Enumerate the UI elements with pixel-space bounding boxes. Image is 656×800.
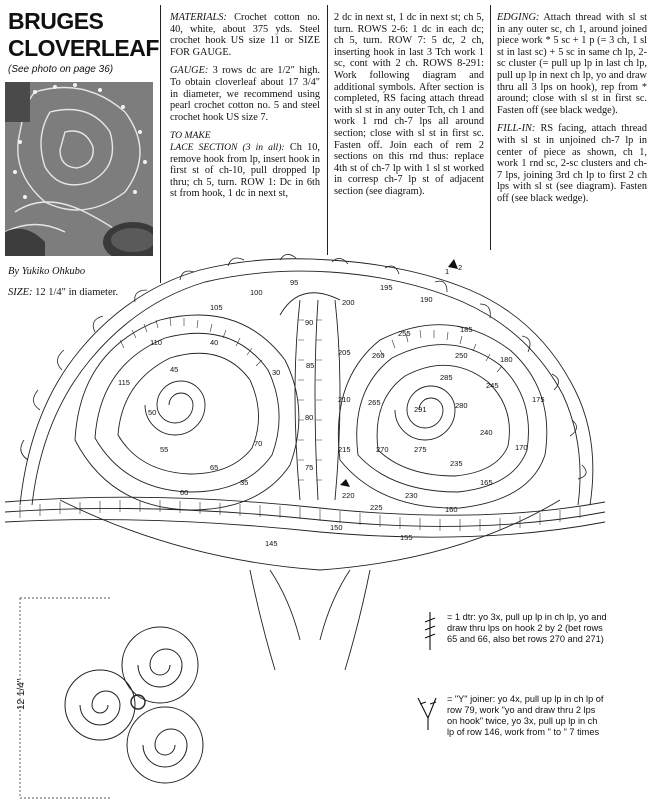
bottom-band — [5, 497, 605, 515]
row-label: 100 — [250, 288, 263, 297]
row-label: 110 — [150, 338, 162, 347]
instructions-column-1 — [170, 12, 320, 200]
row-label: 285 — [440, 373, 453, 382]
edging-label: EDGING: — [497, 12, 540, 23]
row-label: 50 — [148, 408, 157, 417]
row-label: 40 — [210, 338, 219, 347]
row-label: 220 — [342, 491, 355, 500]
rows-paragraph: 2 dc in next st, 1 dc in next st; ch 5, turn. ROWS 2-6: 1 dc in each dc; ch 5, turn. ROW 7: 5 dc, 2 ch, inserting hook in last 3 Tch work 1 sc, cont with 2 ch. ROWS 8-291: Work following diagram and additional symbols. After section is completed, RS facing attach thread with sl st in any outer Tch, ch 1 and work 1 rnd ch-7 lps all around section; close with sl st in first sc. Fasten off. Join each of rem 2 sections on this rnd thus: replace 4th st of ch-7 lp with 1 sl st worked in corresp ch-7 lp st of adjacent section (see diagram). — [334, 12, 484, 197]
row-label: 225 — [370, 503, 383, 512]
edging-paragraph — [497, 12, 647, 116]
row-label: 95 — [290, 278, 299, 287]
row-label: 35 — [240, 478, 249, 487]
left-lobe — [75, 315, 299, 510]
gauge-text: 3 rows dc are 1/2" high. To obtain cloverleaf about 17 3/4" in diameter, we recommend using pearl crochet cotton no. 5 and steel crochet hook US size 7. — [170, 65, 320, 123]
row-label: 280 — [455, 401, 468, 410]
row-labels — [118, 263, 545, 548]
row-label: 190 — [420, 295, 433, 304]
photo-reference: (See photo on page 36) — [8, 64, 114, 75]
lace-section-paragraph — [170, 142, 320, 200]
lace-section-heading: LACE SECTION (3 in all): — [170, 141, 285, 153]
y-joiner-symbol-icon — [418, 698, 436, 730]
gauge-paragraph — [170, 65, 320, 123]
fillin-label: FILL-IN: — [497, 123, 536, 135]
row-label: 90 — [305, 318, 314, 327]
materials-text: Crochet cotton no. 40, white, about 375 yds. Steel crochet hook US size 11 or SIZE FOR GAUGE. — [170, 12, 320, 58]
edging-wedge-marker — [448, 259, 458, 269]
row-label: 185 — [460, 325, 473, 334]
row-label: 70 — [254, 439, 263, 448]
column-divider-2 — [327, 5, 328, 255]
row-label: 215 — [338, 445, 351, 454]
row-label: 75 — [305, 463, 314, 472]
row-label: 250 — [455, 351, 468, 360]
size-label: SIZE: — [8, 287, 33, 298]
row-label: 55 — [160, 445, 169, 454]
row-label: 175 — [532, 395, 545, 404]
byline: By Yukiko Ohkubo — [8, 266, 86, 277]
gauge-label: GAUGE: — [170, 65, 209, 77]
dtr-symbol-icon — [425, 612, 435, 650]
to-make-heading: TO MAKE — [170, 130, 211, 142]
row-label: 65 — [210, 463, 219, 472]
right-lobe — [338, 325, 546, 508]
row-label: 2 — [458, 263, 463, 272]
title-line-1: BRUGES — [8, 8, 104, 34]
row-label: 105 — [210, 303, 223, 312]
diameter-dimension: 12 1/4" — [16, 678, 27, 710]
dtr-legend: = 1 dtr: yo 3x, pull up lp in ch lp, yo and draw thru lps on hook 2 by 2 (bet rows 65 and 66, also bet rows 270 and 271) — [447, 612, 607, 644]
cloverleaf-schematic — [20, 598, 203, 798]
row-label: 260 — [372, 351, 385, 360]
row-label: 195 — [380, 283, 393, 292]
row-label: 235 — [450, 459, 463, 468]
row-label: 160 — [445, 505, 458, 514]
row-label: 210 — [338, 395, 351, 404]
size-value: 12 1/4" in diameter. — [35, 287, 119, 298]
row-label: 45 — [170, 365, 179, 374]
row-label: 205 — [338, 348, 351, 357]
article-title — [8, 8, 158, 62]
doily-photo-image — [5, 82, 153, 256]
materials-label: MATERIALS: — [170, 12, 227, 23]
row-label: 30 — [272, 368, 281, 377]
row-label: 240 — [480, 428, 493, 437]
row-label: 150 — [330, 523, 343, 532]
fillin-paragraph — [497, 123, 647, 204]
fillin-wedge-marker — [340, 479, 350, 487]
row-label: 60 — [180, 488, 189, 497]
row-label: 255 — [398, 329, 411, 338]
row-label: 230 — [405, 491, 418, 500]
y-joiner-legend: = "Y" joiner: yo 4x, pull up lp in ch lp of row 79, work "yo and draw thru 2 lps on hook" twice, yo 3x, pull up lp in ch lp of row 146, work from " to " 7 times — [447, 694, 604, 737]
row-label: 170 — [515, 443, 528, 452]
fillin-text: RS facing, attach thread with sl st in unjoined ch-7 lp in center of piece as shown, ch 1, work 1 rnd sc, 2-sc clusters and ch-7 lps, joining 3rd ch lp to first 2 ch lps with sl st (see diagram). Fasten off (see black wedge). — [497, 123, 647, 204]
row-label: 145 — [265, 539, 278, 548]
row-label: 1 — [445, 267, 450, 276]
row-label: 200 — [342, 298, 355, 307]
row-label: 245 — [486, 381, 499, 390]
instructions-column-2 — [334, 12, 484, 205]
row-label: 291 — [414, 405, 427, 414]
lace-section-text: Ch 10, remove hook from lp, insert hook in first st of ch-10, pull dropped lp thru; ch 5, turn. ROW 1: Dc in 6th st from hook, 1 dc in next st, — [170, 141, 321, 200]
row-label: 155 — [400, 533, 413, 542]
doily-photo — [5, 82, 153, 256]
row-label: 85 — [306, 361, 315, 370]
row-label: 180 — [500, 355, 513, 364]
column-divider-3 — [490, 5, 491, 250]
row-label: 270 — [376, 445, 389, 454]
title-line-2: CLOVERLEAF — [8, 35, 159, 61]
instructions-column-3 — [497, 12, 647, 212]
edging-text: Attach thread with sl st in any outer sc, ch 1, around joined piece work * 5 sc + 1 p (= 3 ch, 1 sl st in last sc) + 5 sc in same ch lp, 2-sc cluster (= pull up lp in last ch lp, pull up lp in next ch lp, yo and draw thru all 3 lps on hook), rep from * around; close with sl st in first sc. Fasten off (see black wedge). — [497, 12, 648, 116]
row-label: 265 — [368, 398, 381, 407]
row-label: 165 — [480, 478, 493, 487]
bottom-stem — [250, 570, 370, 670]
row-label: 80 — [305, 413, 314, 422]
row-label: 115 — [118, 378, 130, 387]
materials-paragraph — [170, 12, 320, 58]
row-label: 275 — [414, 445, 427, 454]
